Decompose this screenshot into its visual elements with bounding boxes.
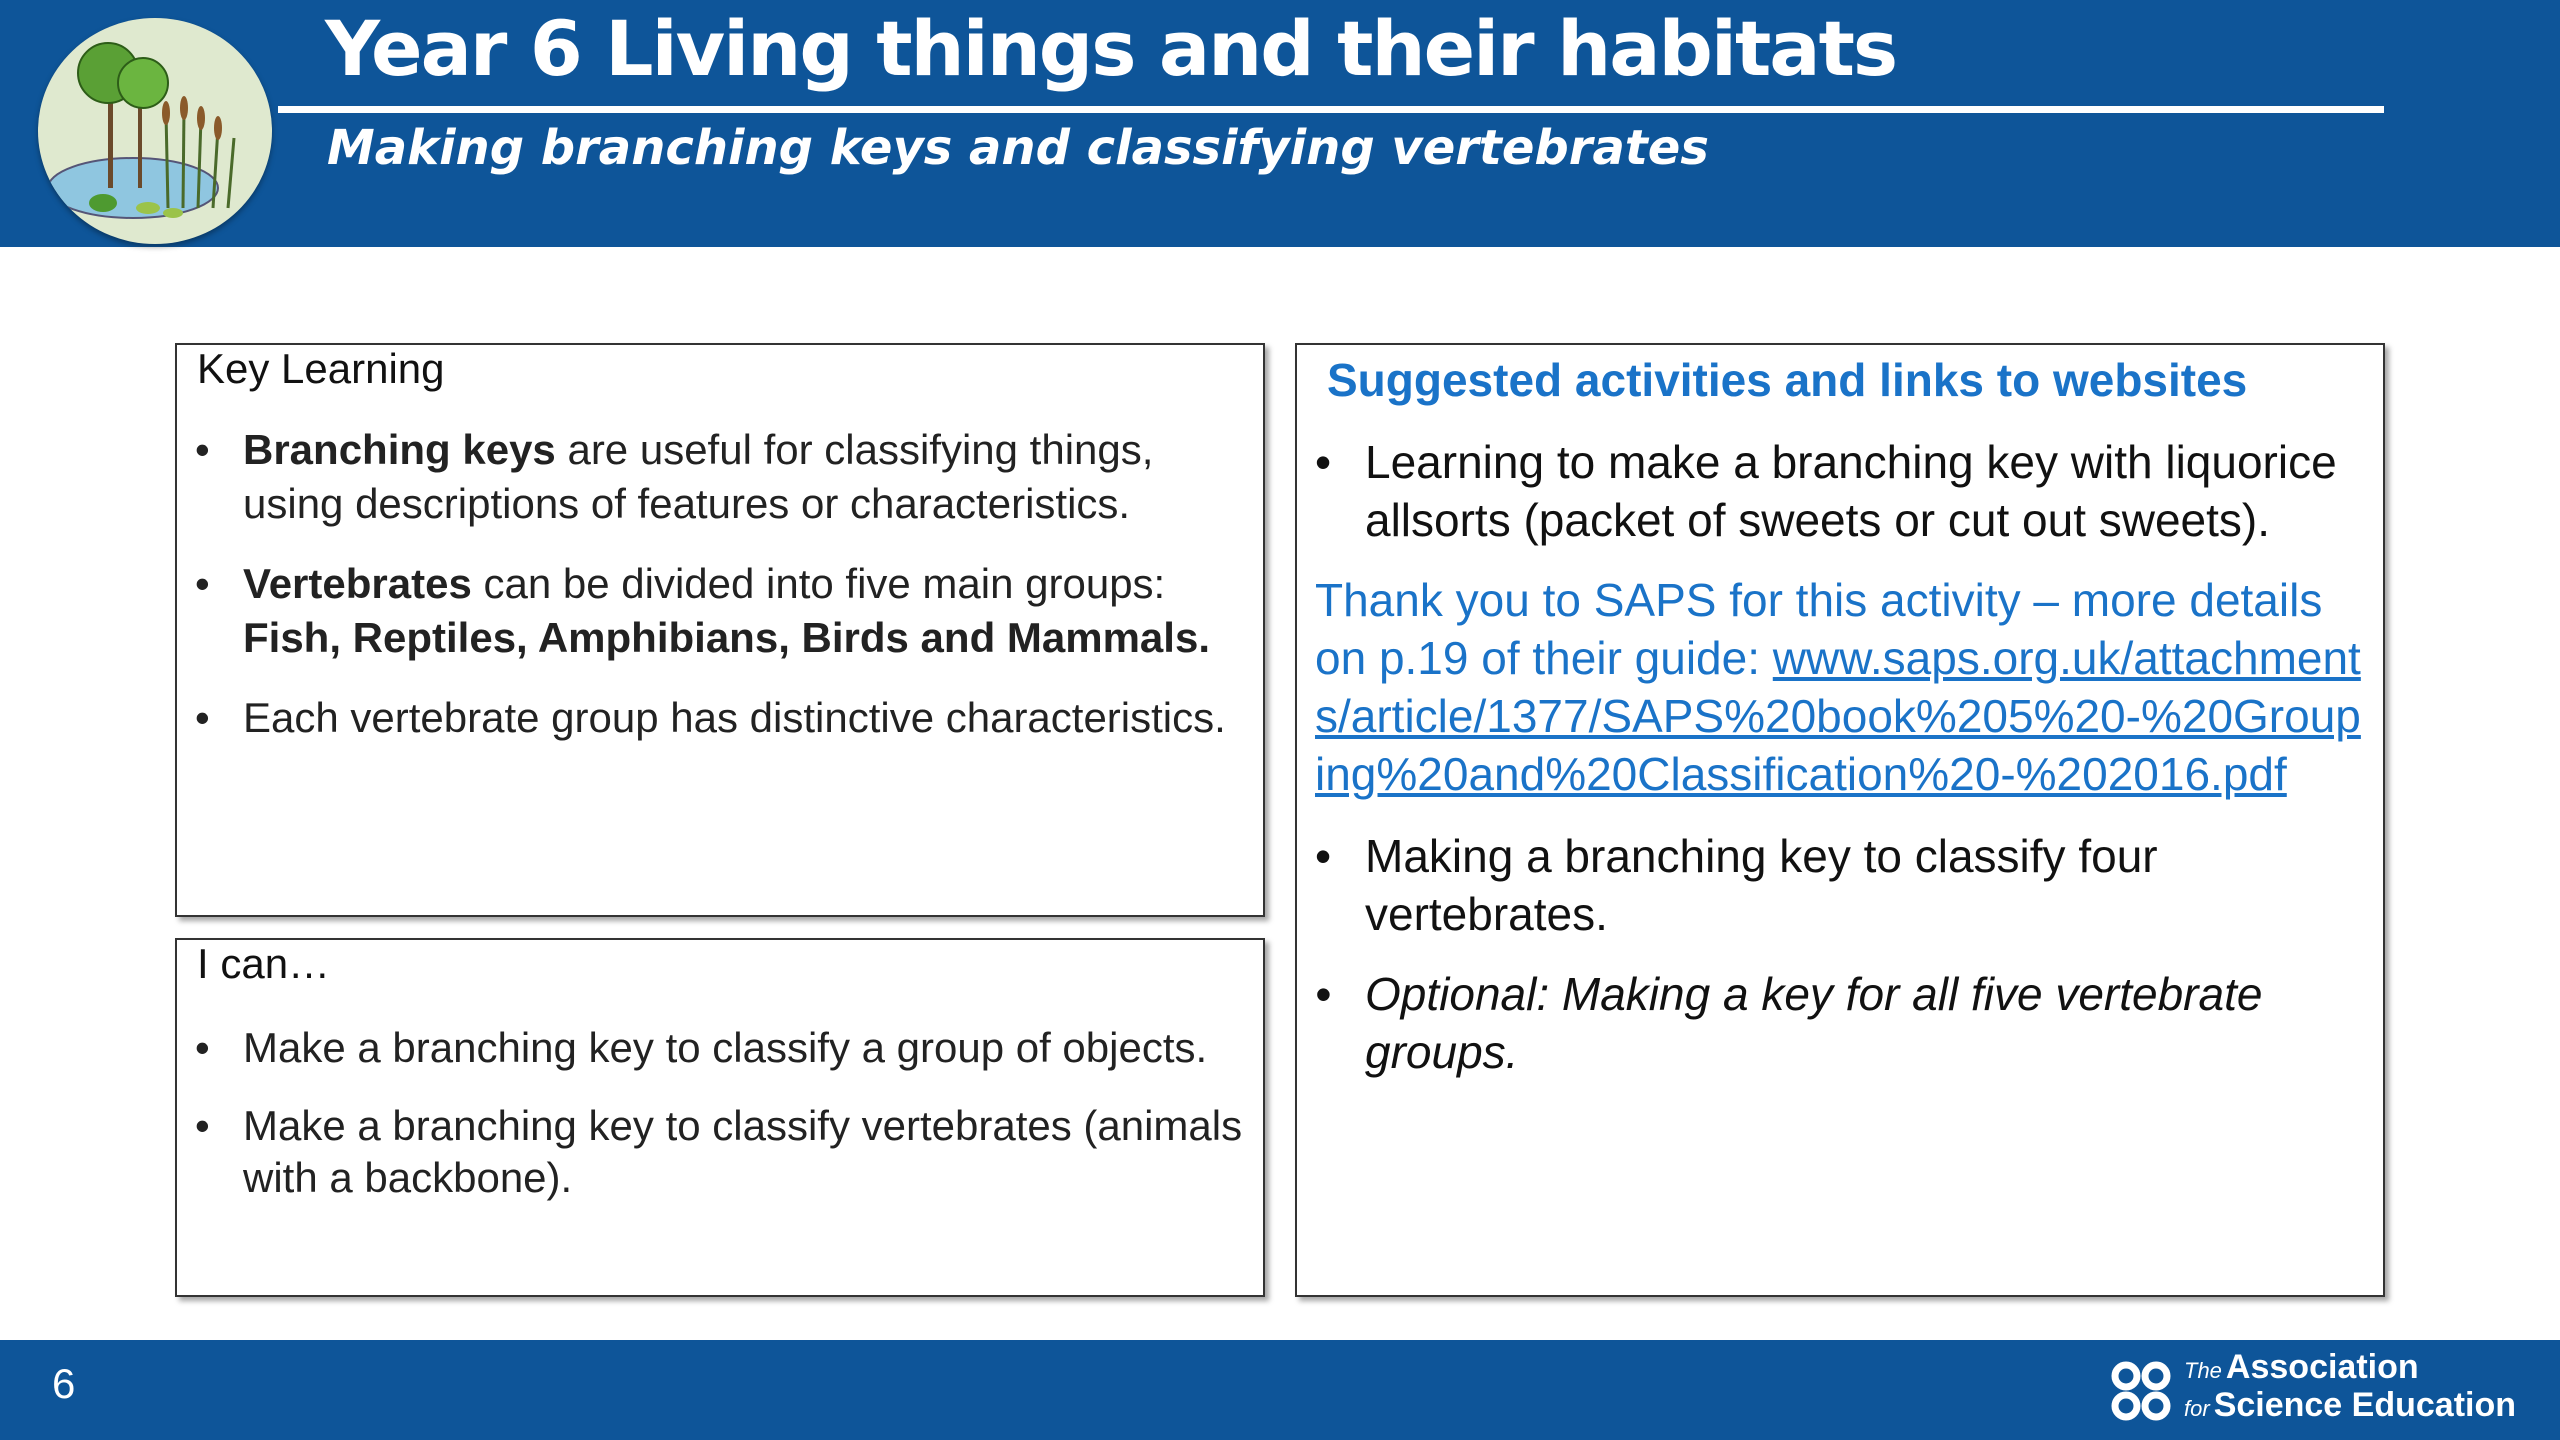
- key-learning-box: [175, 343, 1265, 917]
- pond-habitat-logo-icon: [38, 18, 272, 244]
- logo-the: The: [2184, 1358, 2222, 1383]
- i-can-heading: I can…: [197, 940, 331, 987]
- bold-term: Vertebrates: [243, 560, 472, 607]
- activities-list-1: [1315, 433, 2365, 549]
- saps-credit: [1315, 571, 2365, 803]
- ase-logo-line-1: [2184, 1348, 2419, 1387]
- list-item-optional: • Optional: Making a key for all five vertebrate groups.: [1315, 965, 2365, 1081]
- ase-mark-icon: [2108, 1360, 2174, 1422]
- logo-science-education: Science Education: [2213, 1386, 2517, 1424]
- header-banner: [0, 0, 2560, 247]
- list-item: [195, 557, 1245, 665]
- activities-heading: Suggested activities and links to websites: [1327, 354, 2248, 406]
- ase-logo-line-2: [2184, 1386, 2516, 1425]
- item-text: are useful for classifying things, using descriptions of features or characteristics.: [243, 426, 1154, 527]
- saps-guide-link[interactable]: www.saps.org.uk/attachments/article/1377/SAPS%20book%205%20-%20Grouping%20and%20Classification%20-%202016.pdf: [1315, 632, 2361, 800]
- key-learning-heading: Key Learning: [197, 345, 445, 392]
- footer-bar: [0, 1340, 2560, 1440]
- list-item: [195, 691, 1245, 745]
- bold-groups: Fish, Reptiles, Amphibians, Birds and Mammals.: [243, 614, 1210, 661]
- item-text: can be divided into five main groups:: [471, 560, 1166, 607]
- list-item: • Make a branching key to classify a group of objects.: [195, 1022, 1245, 1074]
- activities-list-2: [1315, 827, 2365, 1081]
- logo-for: for: [2184, 1396, 2210, 1421]
- list-item: • Learning to make a branching key with liquorice allsorts (packet of sweets or cut out sweets).: [1315, 433, 2365, 549]
- ase-logo: [2108, 1348, 2548, 1432]
- list-item: • Making a branching key to classify four vertebrates.: [1315, 827, 2365, 943]
- saps-text: Thank you to SAPS for this activity – more details on p.19 of their guide:: [1315, 574, 2323, 684]
- page-number: 6: [52, 1360, 76, 1407]
- bold-term: Branching keys: [243, 426, 556, 473]
- i-can-list: [195, 1022, 1245, 1230]
- activities-body: [1315, 433, 2365, 1103]
- list-item: • Make a branching key to classify vertebrates (animals with a backbone).: [195, 1100, 1245, 1204]
- logo-association: Association: [2225, 1348, 2419, 1386]
- key-learning-list: [195, 423, 1245, 771]
- activities-box: [1295, 343, 2385, 1297]
- i-can-box: [175, 938, 1265, 1297]
- item-text: Each vertebrate group has distinctive characteristics.: [243, 694, 1226, 741]
- title-underline: [278, 106, 2384, 113]
- page-subtitle: Making branching keys and classifying vertebrates: [327, 120, 1709, 176]
- list-item: [195, 423, 1245, 531]
- page-title: Year 6 Living things and their habitats: [325, 4, 1897, 93]
